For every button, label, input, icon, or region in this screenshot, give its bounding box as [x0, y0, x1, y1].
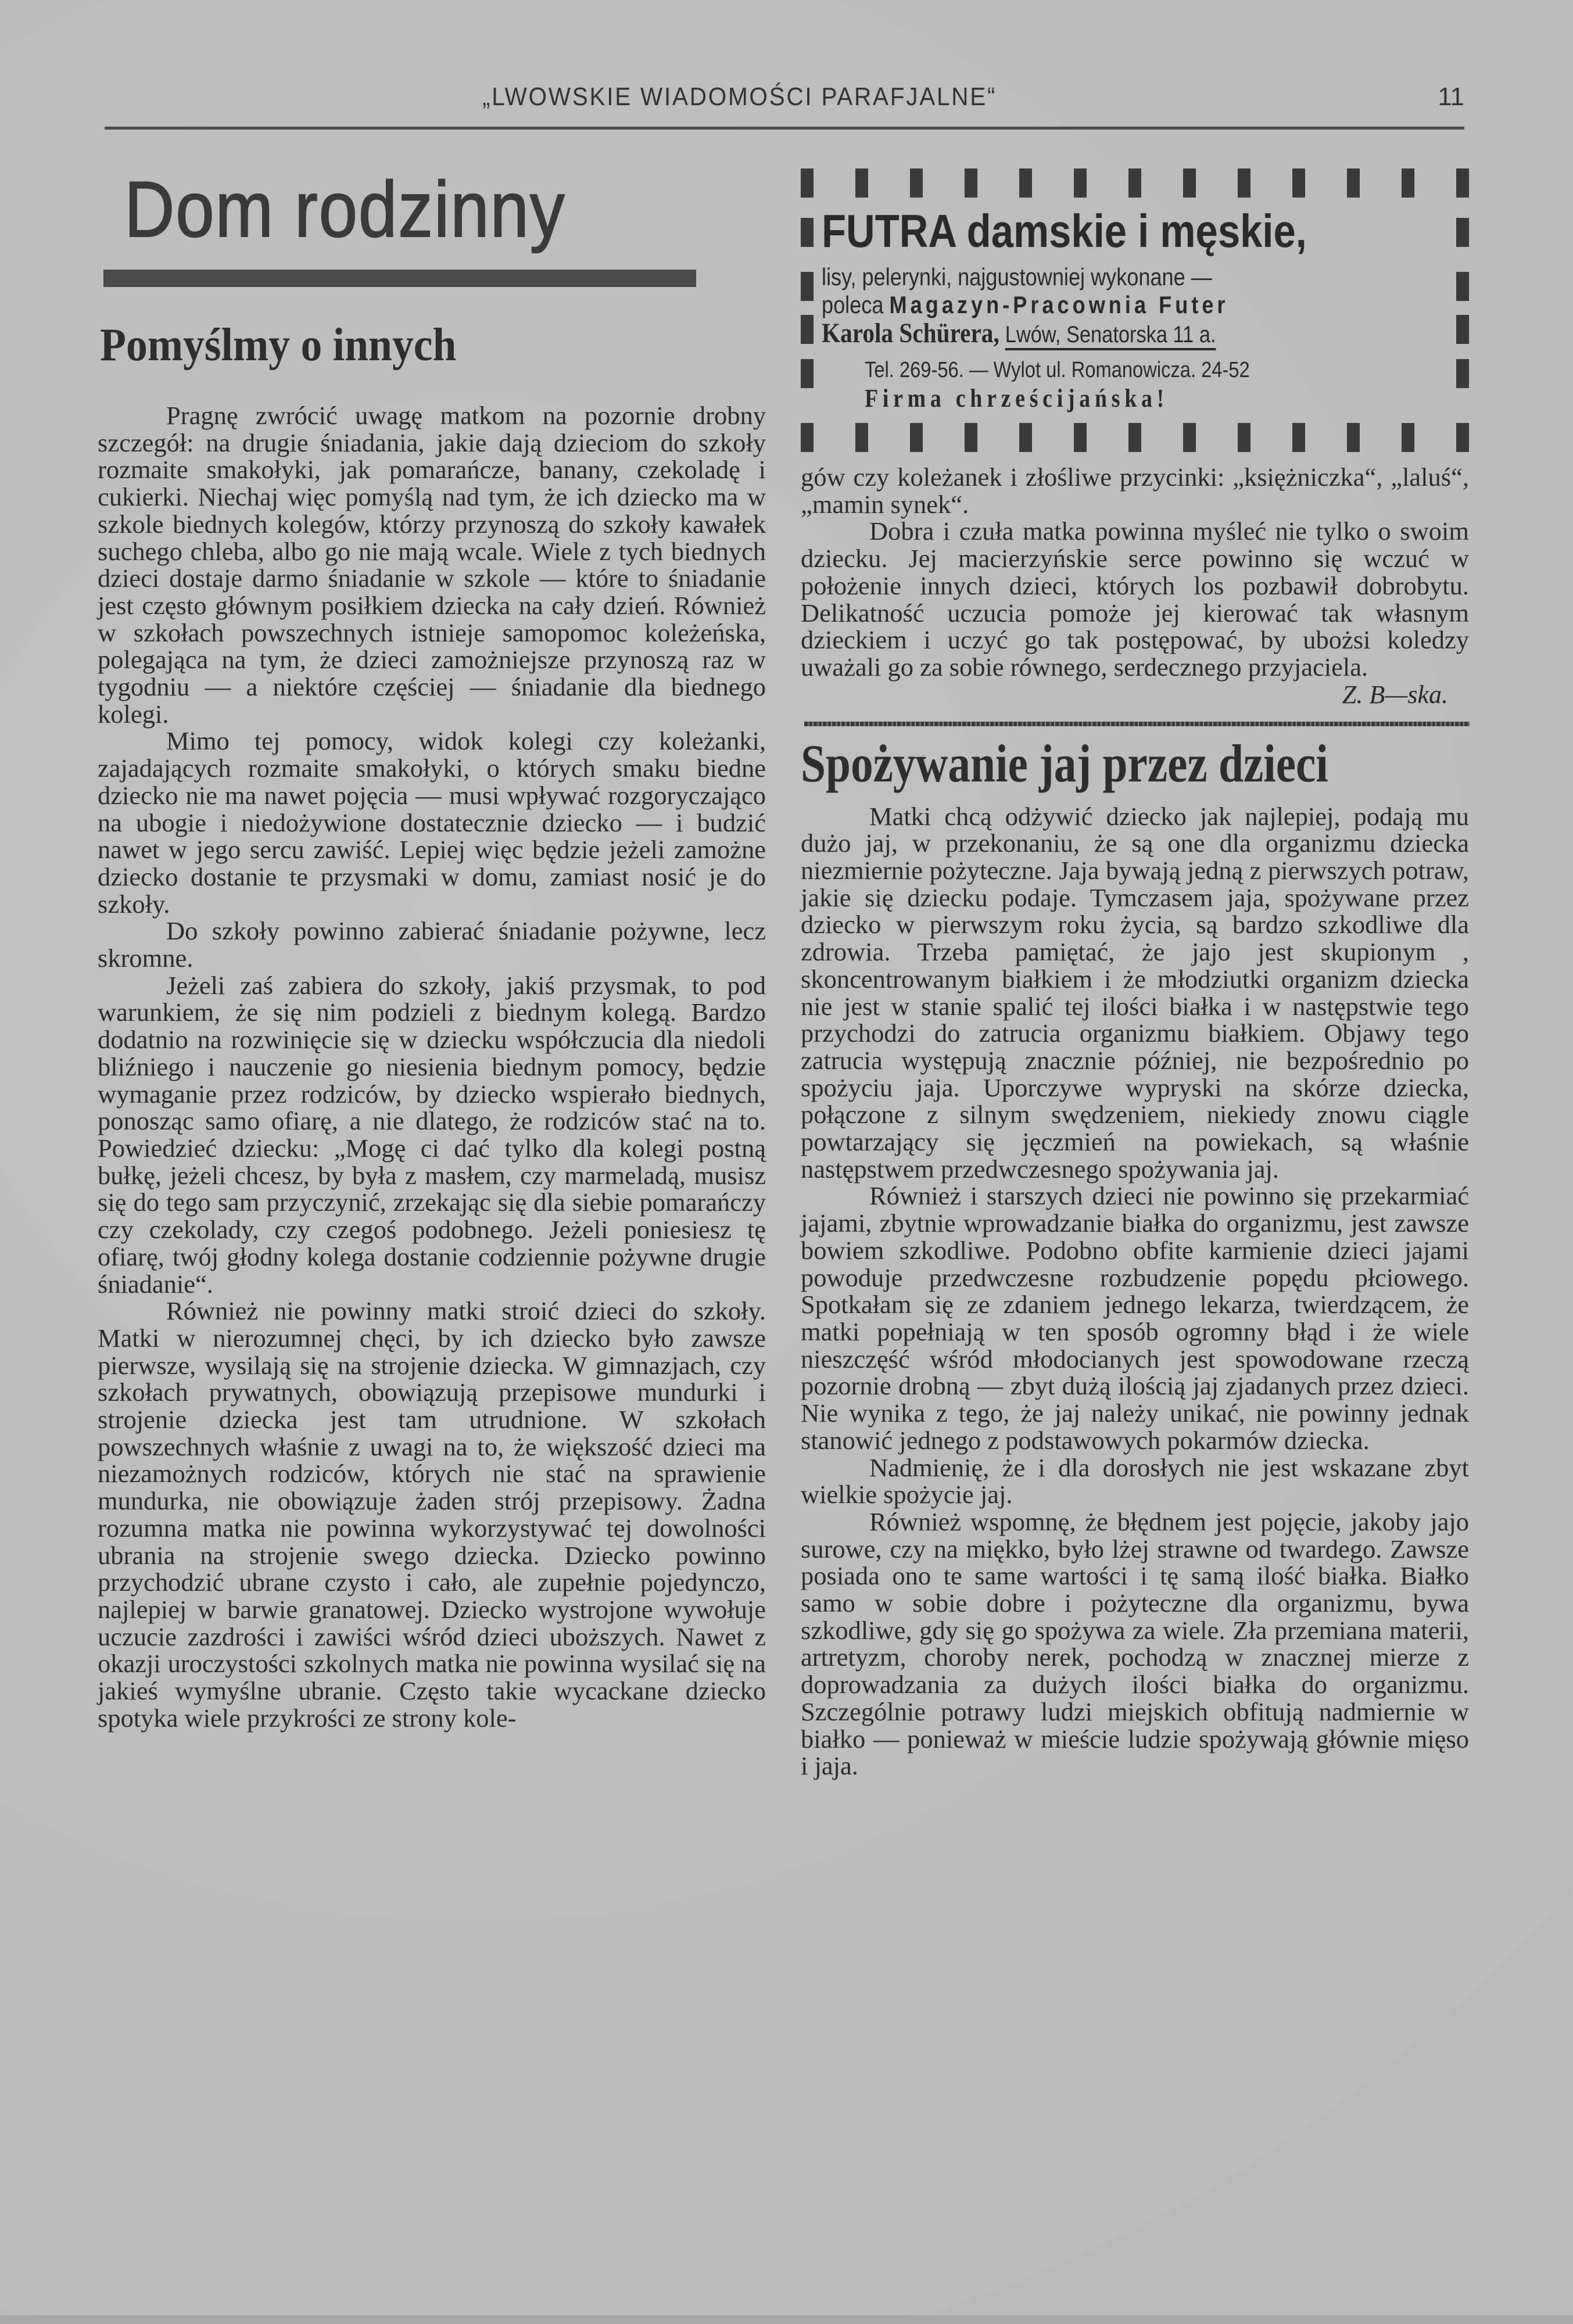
ad-border-square	[1402, 168, 1414, 198]
article-continuation	[801, 464, 1469, 681]
ad-border-square	[1074, 423, 1087, 452]
paragraph: Dobra i czuła matka powinna myśleć nie tylko o swoim dziecku. Jej macierzyńskie serce powinno się wczuć w położenie innych dzieci, których los pozbawił dobrobytu. Delikatność uczucia pomoże jej kierować tak własnym dzieckiem i uczyć go tak postępować, by ubożsi koledzy uważali go za sobie równego, serdecznego przyjaciela.	[801, 517, 1469, 682]
article-subtitle: Pomyślmy o innych	[100, 320, 457, 371]
article-body	[98, 402, 766, 1731]
paragraph: Jeżeli zaś zabiera do szkoły, jakiś przysmak, to pod warunkiem, że się nim podzieli z biednym kolegą. Bardzo dodatnio na rozwinięcie się w dziecku współczucia dla niedoli bliźniego i nauczenie go niesienia biednym pomocy, będzie wymaganie przez rodziców, by dziecko wspierało biednych, ponosząc samo ofiarę, a nie dlatego, że rodziców stać na to. Powiedzieć dziecku: „Mogę ci dać tylko dla kolegi postną bułkę, jeżeli chcesz, by była z masłem, czy marmeladą, musisz się do tego sam przyczynić, zrzekając się dla siebie pomarańczy czy czekolady, czy czegoś podobnego. Jeżeli poniesiesz tę ofiarę, twój głodny kolega dostanie codziennie pożywne drugie śniadanie“.	[98, 970, 766, 1299]
ornamental-divider	[804, 722, 1470, 726]
paragraph: Również i starszych dzieci nie powinno się przekarmiać jajami, zbytnie wprowadzanie białka do organizmu, jest zawsze bowiem szkodliwe. Podobno obfite karmienie dzieci jajami powoduje przedwczesne rozbudzenie popędu płciowego. Spotkałam się ze zdaniem jednego lekarza, twierdzącem, że matki popełniają w ten sposób ogromny błąd i że wiele nieszczęść wśród młodocianych jest spowodowane rzeczą pozornie drobną — zbyt dużą ilością jaj zjadanych przez dzieci. Nie wynika z tego, że jaj należy unikać, nie powinny jednak stanowić jednego z podstawowych pokarmów dziecka.	[801, 1181, 1469, 1455]
ad-line-company	[822, 293, 1229, 317]
ad-border-square	[1128, 168, 1141, 198]
ad-border-square	[1347, 423, 1360, 452]
paragraph: Matki chcą odżywić dziecko jak najlepiej, podają mu dużo jaj, w przekonaniu, że są one dla organizmu dziecka niezmiernie pożyteczne. Jaja bywają jedną z pierwszych potraw, jakie się dziecku podaje. Tymczasem jaja, spożywane przez dziecko w pierwszym roku życia, są bardzo szkodliwe dla zdrowia. Trzeba pamiętać, że jajo jest skupionym , skoncentrowanym białkiem i że młodziutki organizm dziecka nie jest w stanie spalić tej ilości białka i w następstwie tego przychodzi do zatrucia organizmu białkiem. Objawy tego zatrucia występują znacznie później, nie bezpośrednio po spożyciu jaja. Uporczywe wypryski na skórze dziecka, połączone z silnym swędzeniem, niekiedy znowu ciągle powtarzający się jęczmień na powiekach, są właśnie następstwem przedwczesnego spożywania jaj.	[801, 801, 1469, 1183]
ad-border-square	[801, 218, 814, 247]
ad-recommends: poleca	[822, 291, 884, 318]
ad-border-square	[1456, 168, 1469, 198]
ad-border-square	[1402, 423, 1414, 452]
ad-border-square	[801, 272, 814, 301]
ad-border-square	[801, 423, 814, 452]
ad-border-square	[965, 423, 977, 452]
ad-border-square	[1238, 423, 1250, 452]
title-underline-bar	[103, 270, 696, 287]
paragraph: Również wspomnę, że błędnem jest pojęcie, jakoby jajo surowe, czy na miękko, było lżej strawne od twardego. Zawsze posiada ono te same wartości i tę samą ilość białka. Białko samo w sobie dobre i pożyteczne dla organizmu, bywa szkodliwe, gdy się go spożywa za wiele. Zła przemiana materii, artretyzm, choroby nerek, pochodzą w znacznej mierze z doprowadzania za dużych ilości białka do organizmu. Szczególnie potrawy ludzi miejskich obfitują nadmiernie w białko — ponieważ w mieście ludzie spożywają głównie mięso i jaja.	[801, 1507, 1469, 1781]
ad-border-square	[1347, 168, 1360, 198]
ad-border-square	[801, 168, 814, 198]
paragraph: Pragnę zwrócić uwagę matkom na pozornie drobny szczegół: na drugie śniadania, jakie dają dzieciom do szkoły rozmaite smakołyki, jak pomarańcze, banany, czekoladę i cukierki. Niechaj więc pomyślą nad tym, że ich dziecko ma w szkole biednych kolegów, którzy przynoszą do szkoły kawałek suchego chleba, albo go nie mają wcale. Wiele z tych biednych dzieci dostaje darmo śniadanie w szkole — które to śniadanie jest często głównym posiłkiem dziecka na cały dzień. Również w szkołach powszechnych istnieje samopomoc koleżeńska, polegająca na tym, że dzieci zamożniejsze przynoszą raz w tygodniu — a niektóre częściej — śniadanie dla biednego kolegi.	[98, 401, 766, 729]
ad-border-square	[855, 168, 868, 198]
fur-advertisement	[801, 163, 1469, 453]
ad-line-products: lisy, pelerynki, najgustowniej wykonane —	[822, 263, 1212, 290]
ad-owner-name: Karola Schürera,	[822, 318, 999, 349]
ad-border-square	[1183, 423, 1196, 452]
right-column	[801, 163, 1469, 1780]
page-number: 11	[1438, 83, 1464, 111]
ad-border-square	[1456, 423, 1469, 452]
page-edge	[0, 2315, 1573, 2324]
left-column	[98, 157, 766, 1731]
ad-border-square	[801, 359, 814, 388]
paragraph: Nadmienię, że i dla dorosłych nie jest wskazane zbyt wielkie spożycie jaj.	[801, 1452, 1469, 1509]
paragraph: Mimo tej pomocy, widok kolegi czy koleżanki, zajadających rozmaite smakołyki, o których smaku biedne dziecko nie ma nawet pojęcia — musi wpływać rozgoryczająco na ubogie i niedożywione dostatecznie dziecko — i budzić nawet w jego sercu zawiść. Lepiej więc będzie jeżeli zamożne dziecko dostanie te przysmaki w domu, zamiast nosić je do szkoły.	[98, 726, 766, 919]
ad-border-square	[855, 423, 868, 452]
ad-border-square	[910, 168, 923, 198]
ad-border-square	[1019, 168, 1032, 198]
ad-border-square	[1019, 423, 1032, 452]
ad-border-square	[965, 168, 977, 198]
ad-line-owner	[822, 320, 1216, 347]
ad-border-square	[910, 423, 923, 452]
paragraph: Również nie powinny matki stroić dzieci do szkoły. Matki w nierozumnej chęci, by ich dziecko było zawsze pierwsze, wysilają się na strojenie dziecka. W gimnazjach, czy szkołach prywatnych, obowiązują przepisowe mundurki i strojenie dziecka jest tam utrudnione. W szkołach powszechnych właśnie z uwagi na to, że większość dzieci ma niezamożnych rodziców, których nie stać na sprawienie mundurka, nie obowiązuje żaden strój przepisowy. Żadna rozumna matka nie powinna wykorzystywać tej dowolności ubrania na strojenie swego dziecka. Dziecko powinno przychodzić ubrane czysto i cało, ale zupełnie pojedynczo, najlepiej w barwie granatowej. Dziecko wystrojone wywołuje uczucie zazdrości i zawiści wśród dzieci uboższych. Nawet z okazji uroczystości szkolnych matka nie powinna wysilać się na jakieś wymyślne ubranie. Często takie wycackane dziecko spotyka wiele przykrości ze strony kole-	[98, 1296, 766, 1733]
header-rule	[105, 127, 1464, 130]
ad-border-square	[1183, 168, 1196, 198]
ad-company-name: Magazyn-Pracownia Futer	[889, 291, 1229, 318]
ad-border-square	[1074, 168, 1087, 198]
ad-headline: FUTRA damskie i męskie,	[822, 205, 1307, 257]
ad-border-square	[1456, 272, 1469, 301]
running-title: „LWOWSKIE WIADOMOŚCI PARAFJALNE“	[482, 83, 997, 111]
ad-border-square	[1456, 218, 1469, 247]
paragraph: Do szkoły powinno zabierać śniadanie pożywne, lecz skromne.	[98, 916, 766, 973]
article-title: Spożywanie jaj przez dzieci	[801, 733, 1328, 793]
ad-line-christian-firm: Firma chrześcijańska!	[865, 384, 1169, 413]
ad-line-phone: Tel. 269-56. — Wylot ul. Romanowicza. 24-52	[865, 358, 1250, 382]
ad-border-square	[1292, 168, 1305, 198]
article-body	[801, 803, 1469, 1780]
ad-border-square	[1128, 423, 1141, 452]
ad-border-square	[1292, 423, 1305, 452]
ad-address: Lwów, Senatorska 11 a.	[1005, 322, 1216, 347]
article-title: Dom rodzinny	[124, 165, 566, 253]
page-header	[105, 81, 1464, 122]
paragraph: gów czy koleżanek i złośliwe przycinki: „księżniczka“, „laluś“, „mamin synek“.	[801, 462, 1469, 519]
author-signature: Z. B—ska.	[1342, 680, 1448, 709]
ad-border-square	[1456, 315, 1469, 344]
ad-border-square	[1456, 359, 1469, 388]
ad-border-square	[1238, 168, 1250, 198]
ad-border-square	[801, 315, 814, 344]
